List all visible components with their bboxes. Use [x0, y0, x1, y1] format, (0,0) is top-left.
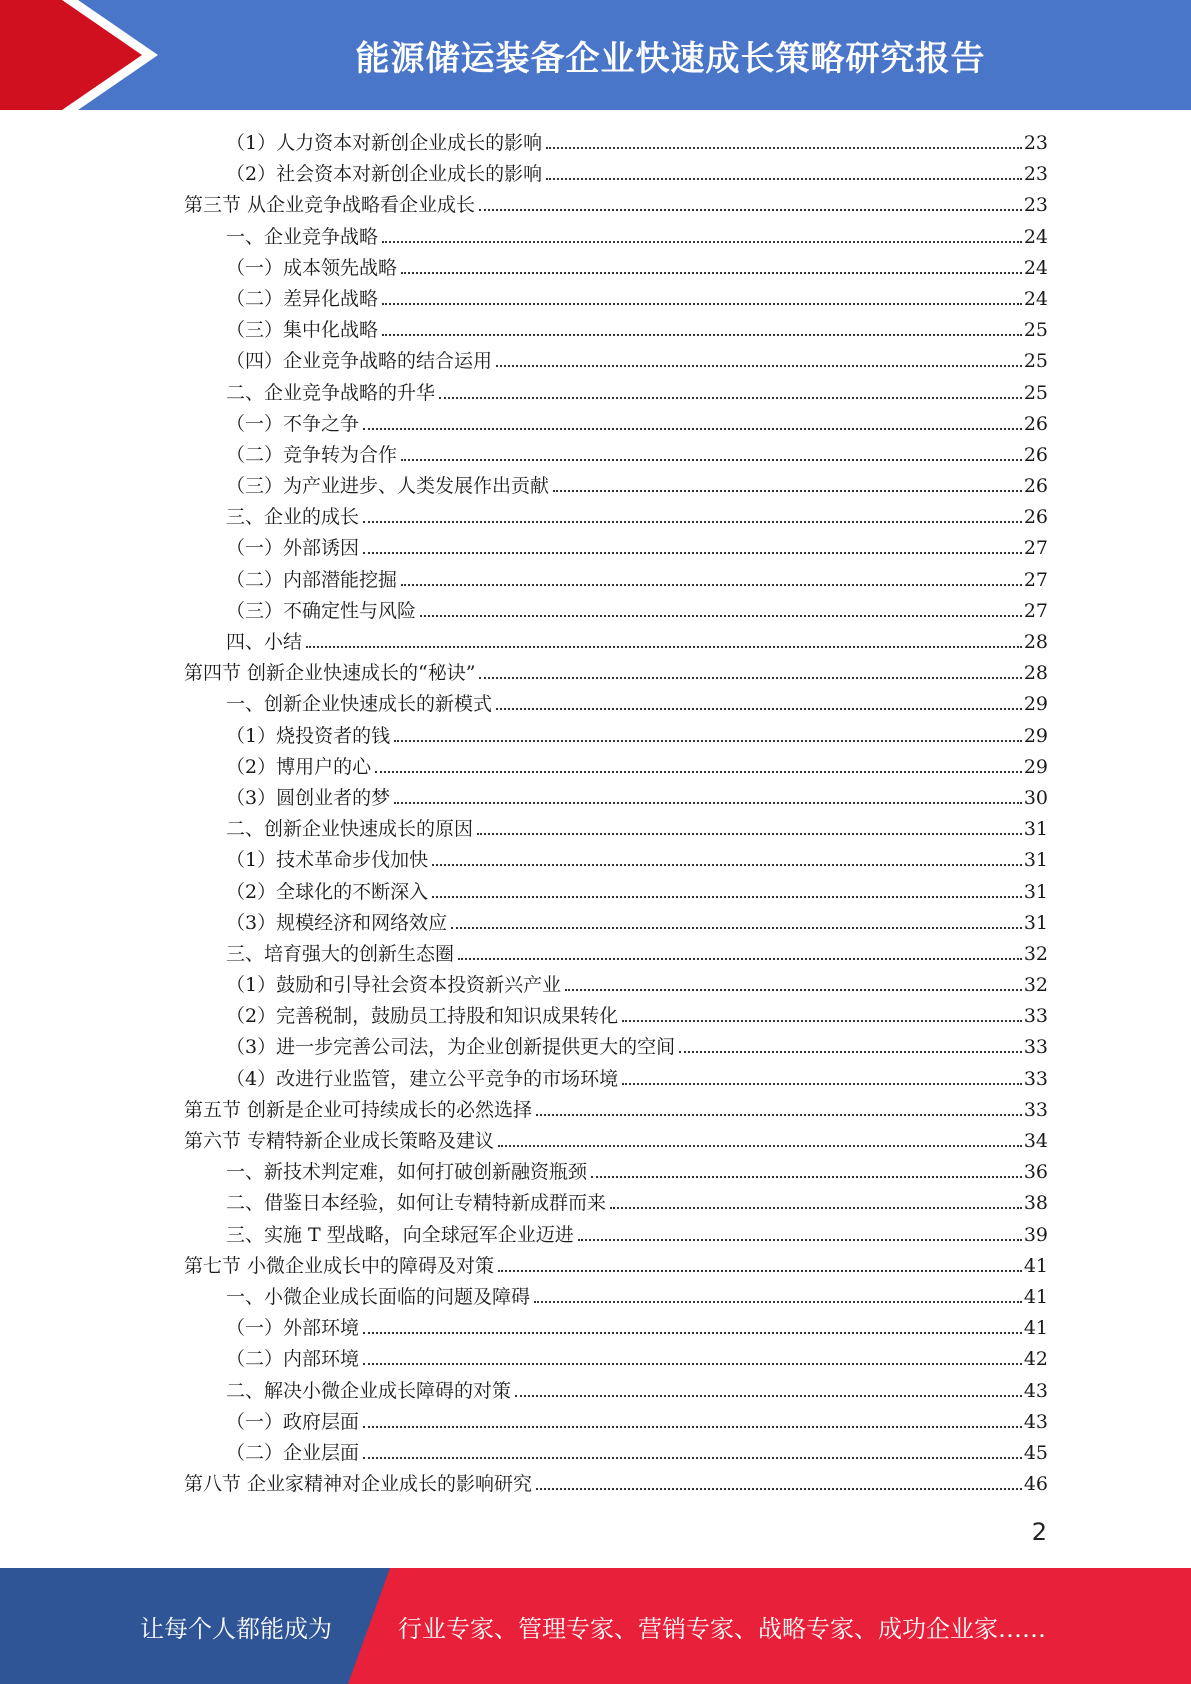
toc-dot-leader — [553, 490, 1022, 492]
toc-entry[interactable] — [184, 565, 1048, 596]
toc-entry-label: 一、新技术判定难，如何打破创新融资瓶颈 — [226, 1161, 588, 1184]
toc-dot-leader — [401, 272, 1022, 274]
toc-entry[interactable] — [184, 1438, 1048, 1469]
toc-entry-page: 23 — [1023, 163, 1048, 186]
toc-entry-label: （1）技术革命步伐加快 — [226, 849, 429, 872]
toc-entry-label: （一）外部诱因 — [226, 537, 360, 560]
toc-entry-page: 42 — [1023, 1348, 1048, 1371]
toc-dot-leader — [394, 740, 1022, 742]
toc-entry[interactable] — [184, 378, 1048, 409]
toc-entry-label: （四）企业竞争战略的结合运用 — [226, 350, 493, 373]
toc-entry-label: 第六节 专精特新企业成长策略及建议 — [184, 1130, 495, 1152]
toc-dot-leader — [515, 1395, 1022, 1397]
toc-entry-page: 33 — [1023, 1067, 1048, 1090]
toc-entry-label: （二）内部环境 — [226, 1348, 360, 1371]
toc-entry[interactable] — [184, 1313, 1048, 1344]
toc-entry-page: 31 — [1023, 818, 1048, 841]
footer-slogan-left: 让每个人都能成为 — [140, 1614, 332, 1643]
toc-entry-label: （1）烧投资者的钱 — [226, 724, 391, 747]
toc-entry[interactable] — [184, 1251, 1048, 1282]
toc-entry[interactable] — [184, 1064, 1048, 1095]
toc-entry-label: （2）全球化的不断深入 — [226, 880, 429, 903]
table-of-contents — [184, 128, 1048, 1500]
toc-entry[interactable] — [184, 970, 1048, 1001]
toc-entry[interactable] — [184, 471, 1048, 502]
toc-entry[interactable] — [184, 1126, 1048, 1157]
toc-entry-page: 34 — [1023, 1130, 1048, 1152]
toc-entry-page: 25 — [1023, 381, 1048, 404]
toc-entry[interactable] — [184, 253, 1048, 284]
toc-dot-leader — [375, 771, 1022, 773]
toc-entry-label: 第五节 创新是企业可持续成长的必然选择 — [184, 1098, 533, 1121]
toc-dot-leader — [420, 615, 1022, 617]
footer-slogan-right: 行业专家、管理专家、营销专家、战略专家、成功企业家…… — [398, 1614, 1046, 1643]
toc-dot-leader — [458, 958, 1022, 960]
toc-entry[interactable] — [184, 1032, 1048, 1063]
toc-entry-page: 45 — [1023, 1441, 1048, 1464]
toc-entry-label: 一、企业竞争战略 — [226, 225, 379, 248]
toc-entry-page: 29 — [1023, 724, 1048, 747]
toc-entry-page: 29 — [1023, 755, 1048, 778]
toc-dot-leader — [363, 1332, 1022, 1334]
toc-dot-leader — [622, 1083, 1022, 1085]
toc-dot-leader — [679, 1051, 1022, 1053]
toc-entry-label: 第三节 从企业竞争战略看企业成长 — [184, 194, 476, 217]
toc-entry-label: （三）不确定性与风险 — [226, 599, 417, 622]
toc-dot-leader — [536, 1488, 1022, 1490]
toc-entry-page: 43 — [1023, 1410, 1048, 1433]
toc-entry-page: 31 — [1023, 911, 1048, 934]
toc-entry[interactable] — [184, 1376, 1048, 1407]
toc-dot-leader — [306, 646, 1022, 648]
toc-entry-label: （一）成本领先战略 — [226, 256, 398, 279]
toc-entry-label: 第七节 小微企业成长中的障碍及对策 — [184, 1254, 495, 1277]
footer-banner — [0, 1568, 1191, 1684]
toc-dot-leader — [432, 864, 1022, 866]
toc-entry-page: 32 — [1023, 942, 1048, 965]
toc-entry-label: 二、创新企业快速成长的原因 — [226, 818, 474, 841]
toc-entry[interactable] — [184, 533, 1048, 564]
toc-entry-page: 41 — [1023, 1285, 1048, 1308]
toc-entry[interactable] — [184, 939, 1048, 970]
toc-entry-label: 三、实施 T 型战略，向全球冠军企业迈进 — [226, 1223, 574, 1246]
toc-entry-label: （2）博用户的心 — [226, 755, 372, 778]
toc-entry-label: （3）进一步完善公司法，为企业创新提供更大的空间 — [226, 1036, 676, 1059]
toc-dot-leader — [610, 1207, 1022, 1209]
toc-entry-page: 26 — [1023, 475, 1048, 498]
toc-entry-page: 28 — [1023, 662, 1048, 685]
toc-entry[interactable] — [184, 1407, 1048, 1438]
toc-dot-leader — [401, 459, 1022, 461]
toc-dot-leader — [622, 1020, 1022, 1022]
toc-entry-label: （三）集中化战略 — [226, 319, 379, 342]
toc-entry[interactable] — [184, 908, 1048, 939]
toc-entry-page: 31 — [1023, 880, 1048, 903]
toc-dot-leader — [382, 334, 1022, 336]
toc-dot-leader — [496, 365, 1022, 367]
toc-entry[interactable] — [184, 721, 1048, 752]
toc-entry-page: 46 — [1023, 1473, 1048, 1496]
toc-entry-page: 32 — [1023, 974, 1048, 997]
toc-entry[interactable] — [184, 315, 1048, 346]
toc-entry-label: 一、小微企业成长面临的问题及障碍 — [226, 1285, 531, 1308]
toc-entry-page: 26 — [1023, 412, 1048, 435]
toc-entry-label: 二、企业竞争战略的升华 — [226, 381, 436, 404]
toc-entry[interactable] — [184, 440, 1048, 471]
toc-dot-leader — [546, 147, 1022, 149]
toc-entry-page: 39 — [1023, 1223, 1048, 1246]
toc-entry-page: 26 — [1023, 506, 1048, 529]
toc-entry-label: （二）内部潜能挖掘 — [226, 568, 398, 591]
toc-entry-page: 29 — [1023, 693, 1048, 716]
toc-entry-page: 26 — [1023, 443, 1048, 466]
toc-dot-leader — [536, 1114, 1022, 1116]
toc-dot-leader — [363, 521, 1022, 523]
toc-dot-leader — [382, 303, 1022, 305]
toc-entry[interactable] — [184, 814, 1048, 845]
toc-entry-page: 24 — [1023, 287, 1048, 310]
toc-entry-label: 第八节 企业家精神对企业成长的影响研究 — [184, 1473, 533, 1496]
toc-entry-label: 二、解决小微企业成长障碍的对策 — [226, 1379, 512, 1402]
toc-entry-page: 33 — [1023, 1005, 1048, 1028]
toc-entry-label: （2）社会资本对新创企业成长的影响 — [226, 163, 543, 186]
toc-entry[interactable] — [184, 1282, 1048, 1313]
toc-entry-label: （1）鼓励和引导社会资本投资新兴产业 — [226, 974, 562, 997]
toc-dot-leader — [565, 989, 1022, 991]
toc-entry-page: 33 — [1023, 1098, 1048, 1121]
toc-entry-label: （二）竞争转为合作 — [226, 443, 398, 466]
toc-entry[interactable] — [184, 284, 1048, 315]
toc-entry-label: 三、企业的成长 — [226, 506, 360, 529]
toc-entry[interactable] — [184, 752, 1048, 783]
toc-entry-page: 24 — [1023, 225, 1048, 248]
toc-entry-page: 41 — [1023, 1317, 1048, 1340]
toc-dot-leader — [479, 677, 1021, 679]
toc-entry[interactable] — [184, 877, 1048, 908]
toc-entry-page: 41 — [1023, 1254, 1048, 1277]
toc-dot-leader — [394, 802, 1022, 804]
toc-entry[interactable] — [184, 190, 1048, 221]
toc-entry-label: （一）政府层面 — [226, 1410, 360, 1433]
toc-entry-label: （二）差异化战略 — [226, 287, 379, 310]
toc-dot-leader — [363, 1363, 1022, 1365]
toc-entry-label: （3）规模经济和网络效应 — [226, 911, 448, 934]
toc-dot-leader — [546, 178, 1022, 180]
toc-dot-leader — [498, 1270, 1022, 1272]
toc-entry-page: 43 — [1023, 1379, 1048, 1402]
toc-entry-label: 一、创新企业快速成长的新模式 — [226, 693, 493, 716]
toc-entry[interactable] — [184, 128, 1048, 159]
toc-dot-leader — [432, 896, 1022, 898]
toc-entry[interactable] — [184, 1188, 1048, 1219]
toc-entry[interactable] — [184, 1095, 1048, 1126]
toc-dot-leader — [382, 241, 1022, 243]
toc-entry-page: 38 — [1023, 1192, 1048, 1215]
toc-entry-page: 36 — [1023, 1161, 1048, 1184]
toc-entry[interactable] — [184, 658, 1048, 689]
toc-entry-page: 27 — [1023, 568, 1048, 591]
header-chevron-decoration — [0, 0, 160, 110]
toc-entry-label: （3）圆创业者的梦 — [226, 786, 391, 809]
header-banner — [0, 0, 1191, 110]
toc-dot-leader — [498, 1145, 1022, 1147]
toc-entry-label: （1）人力资本对新创企业成长的影响 — [226, 132, 543, 154]
toc-dot-leader — [578, 1239, 1022, 1241]
toc-dot-leader — [363, 1426, 1022, 1428]
toc-entry[interactable] — [184, 502, 1048, 533]
toc-entry[interactable] — [184, 1220, 1048, 1251]
toc-dot-leader — [363, 1457, 1022, 1459]
toc-entry[interactable] — [184, 409, 1048, 440]
toc-dot-leader — [439, 397, 1022, 399]
toc-entry[interactable] — [184, 1001, 1048, 1032]
document-title: 能源储运装备企业快速成长策略研究报告 — [355, 38, 986, 79]
toc-entry-page: 23 — [1023, 194, 1048, 217]
toc-entry[interactable] — [184, 222, 1048, 253]
toc-entry[interactable] — [184, 159, 1048, 190]
toc-entry-page: 23 — [1023, 132, 1048, 154]
toc-entry-page: 27 — [1023, 599, 1048, 622]
toc-entry-page: 27 — [1023, 537, 1048, 560]
toc-entry-label: 第四节 创新企业快速成长的“秘诀” — [184, 662, 476, 685]
toc-entry-page: 25 — [1023, 350, 1048, 373]
toc-entry-label: （三）为产业进步、人类发展作出贡献 — [226, 475, 550, 498]
toc-dot-leader — [363, 552, 1022, 554]
toc-entry[interactable] — [184, 627, 1048, 658]
toc-entry[interactable] — [184, 845, 1048, 876]
toc-entry[interactable] — [184, 596, 1048, 627]
toc-entry-label: （4）改进行业监管，建立公平竞争的市场环境 — [226, 1067, 619, 1090]
toc-entry[interactable] — [184, 1157, 1048, 1188]
toc-entry[interactable] — [184, 1344, 1048, 1375]
toc-entry-label: （2）完善税制，鼓励员工持股和知识成果转化 — [226, 1005, 619, 1028]
toc-entry[interactable] — [184, 346, 1048, 377]
page-number: 2 — [1031, 1518, 1047, 1546]
toc-dot-leader — [451, 927, 1022, 929]
toc-entry-page: 30 — [1023, 786, 1048, 809]
toc-dot-leader — [534, 1301, 1022, 1303]
toc-entry-page: 33 — [1023, 1036, 1048, 1059]
toc-entry[interactable] — [184, 689, 1048, 720]
toc-entry-label: （一）外部环境 — [226, 1317, 360, 1340]
toc-dot-leader — [591, 1176, 1022, 1178]
toc-entry-label: 三、培育强大的创新生态圈 — [226, 942, 455, 965]
toc-entry-label: 二、借鉴日本经验，如何让专精特新成群而来 — [226, 1192, 607, 1215]
toc-entry-page: 24 — [1023, 256, 1048, 279]
toc-entry-label: 四、小结 — [226, 631, 303, 653]
toc-entry-label: （一）不争之争 — [226, 412, 360, 435]
toc-dot-leader — [496, 708, 1022, 710]
toc-entry-label: （二）企业层面 — [226, 1441, 360, 1464]
toc-entry-page: 25 — [1023, 319, 1048, 342]
toc-dot-leader — [477, 833, 1022, 835]
toc-dot-leader — [363, 428, 1022, 430]
toc-dot-leader — [401, 584, 1022, 586]
toc-entry-page: 28 — [1023, 631, 1048, 653]
toc-entry-page: 31 — [1023, 849, 1048, 872]
toc-entry[interactable] — [184, 783, 1048, 814]
toc-dot-leader — [479, 209, 1022, 211]
toc-entry[interactable] — [184, 1469, 1048, 1500]
